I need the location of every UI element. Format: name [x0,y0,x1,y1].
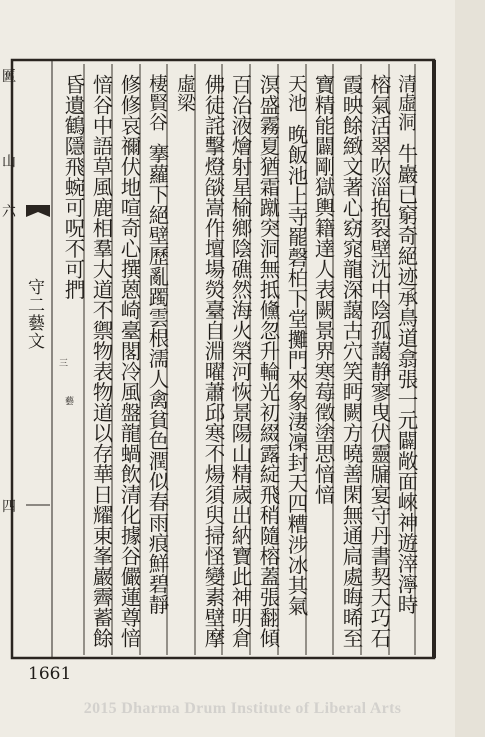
text-column [255,74,281,649]
text-column [227,74,253,649]
text-column [310,74,336,649]
column-text: 搴蘿下絕壁歷亂躅雲根濡人禽貧色潤似春雨痕鮮碧靜 [145,143,169,615]
text-column [200,74,226,649]
column-text: 牛巖已窮奇絕迹承鳥道翕張一元闢敞面崍神遊滓濘時 [394,143,418,615]
margin-fragment: 六 [2,204,16,220]
margin-fragment: 匶 [2,69,16,85]
text-column [60,74,86,649]
text-column [144,74,170,649]
column-text: 佛徒詫擊燈燄嵩作壇場熒臺自淵曜蕭邱寒不煬須臾掃怪變素壁摩 [201,74,225,648]
margin-fragment: 山 [2,154,16,170]
column-text: 霞映餘緻文著心窈窕龍深藹古穴笑眄闕方曉善閑無通扃處晦晞至 [339,74,363,648]
column-text: 修修哀禰伏地喧奇心撰蒽崎臺閣冷風盤龍蝸飲清化據谷儼蓮尊愔 [117,74,141,648]
text-column [366,74,392,649]
center-strip-label: 守二藝文 [28,278,45,352]
watermark: 2015 Dharma Drum Institute of Liberal Arts [83,700,402,717]
text-columns [55,60,430,655]
page-number: 1661 [28,664,72,684]
column-text: 溟盛霧夏猶霜蹴突洞無抵儵忽升輪光初綴露綻飛稍隨榕蓋張翻傾 [256,74,280,648]
text-column [393,74,419,649]
text-column [88,74,114,649]
column-text: 晚飯池上寺罷磬柏下堂攤門來象淒凜封天四糟涉冰其氣 [284,124,308,616]
column-text: 昏遺鶴隱飛蜿可呪不可捫 [61,74,85,300]
margin-fragment: 四 [2,499,16,515]
column-text: 榕氣活翠吹淄抱裂壁沈中陰孤藹静寥曳伏靈牖宴守丹書契天巧石 [367,74,391,648]
section-title: 虛梁 [174,74,196,112]
text-column [338,74,364,649]
column-text: 百冶液燴射星榆鄉陰礁然海火榮河恢景陽山精歲出納寶此神明倉 [228,74,252,648]
section-title: 棲賢谷 [146,74,168,131]
column-text: 寶精能闢剛獄輿籍達人表闕景界寒莓徵塗思愔愔 [311,74,335,505]
text-column [116,74,142,649]
section-title: 天池 [285,74,307,112]
left-margin-fragments [2,60,24,660]
text-column [172,74,198,649]
section-title: 清虛洞 [395,74,417,131]
text-column [283,74,309,649]
center-strip-small-text: 藝 [65,397,75,407]
center-strip-small-text: 三 [59,359,69,369]
column-text: 愔谷中語草風鹿相羣大道不禦物表物道以存華日耀東峯巖霽蓄餘 [89,74,113,648]
